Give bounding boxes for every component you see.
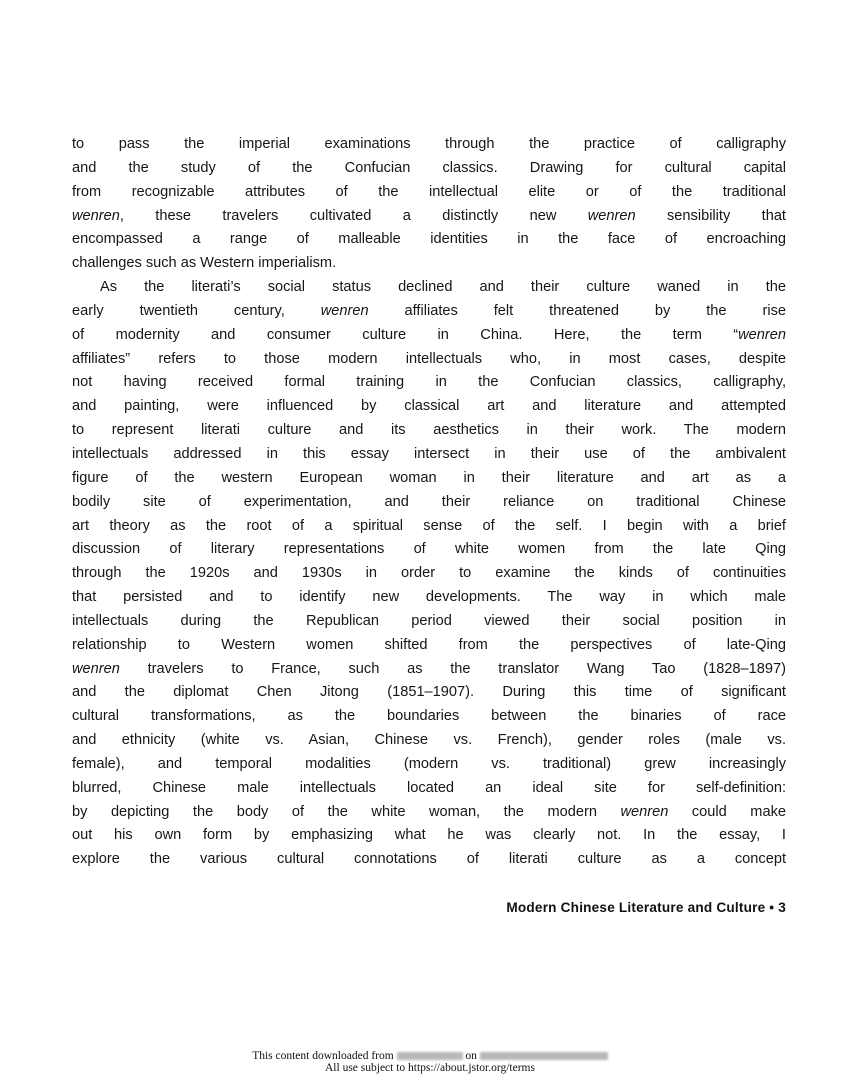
redacted-timestamp	[480, 1052, 608, 1060]
text-line: and ethnicity (white vs. Asian, Chinese vs. French), gender roles (male vs.	[72, 732, 786, 749]
download-on: on	[465, 1050, 477, 1062]
italic-term: wenren	[738, 326, 786, 343]
terms-line: All use subject to https://about.jstor.org/terms	[325, 1062, 535, 1074]
text-line: figure of the western European woman in their literature and art as a	[72, 469, 786, 486]
download-prefix: This content downloaded from	[252, 1050, 394, 1062]
text-line: affiliates” refers to those modern intellectuals who, in most cases, despite	[72, 350, 786, 367]
text-line: to pass the imperial examinations through the practice of calligraphy	[72, 136, 786, 152]
text-line: art theory as the root of a spiritual sense of the self. I begin with a brief	[72, 517, 786, 534]
italic-term: wenren	[72, 660, 120, 677]
paragraph	[72, 133, 786, 276]
text-line: through the 1920s and 1930s in order to examine the kinds of continuities	[72, 565, 786, 582]
text-line: by depicting the body of the white woman, the modern wenren could make	[72, 803, 786, 820]
italic-term: wenren	[320, 302, 369, 319]
paragraph	[72, 276, 786, 872]
text-line: that persisted and to identify new developments. The way in which male	[72, 589, 786, 606]
text-line: challenges such as Western imperialism.	[72, 255, 337, 272]
running-footer: Modern Chinese Literature and Culture • 3	[506, 900, 786, 915]
text-line: and the study of the Confucian classics. Drawing for cultural capital	[72, 159, 786, 176]
jstor-download-notice	[0, 1050, 860, 1074]
download-line	[0, 1050, 860, 1062]
text-line: out his own form by emphasizing what he was clearly not. In the essay, I	[72, 827, 786, 844]
text-line: bodily site of experimentation, and their reliance on traditional Chinese	[72, 493, 786, 510]
text-line: to represent literati culture and its aesthetics in their work. The modern	[72, 422, 786, 439]
text-line: early twentieth century, wenren affiliates felt threatened by the rise	[72, 302, 786, 319]
text-line: wenren travelers to France, such as the translator Wang Tao (1828–1897)	[72, 660, 786, 677]
italic-term: wenren	[620, 803, 669, 820]
italic-term: wenren	[587, 207, 636, 224]
text-line: of modernity and consumer culture in China. Here, the term “wenren	[72, 326, 786, 343]
redacted-ip	[397, 1052, 463, 1060]
text-line: not having received formal training in the Confucian classics, calligraphy,	[72, 374, 786, 391]
body-text	[72, 133, 786, 872]
text-line: cultural transformations, as the boundaries between the binaries of race	[72, 708, 786, 725]
text-line: intellectuals during the Republican period viewed their social position in	[72, 612, 786, 629]
text-line: and the diplomat Chen Jitong (1851–1907). During this time of significant	[72, 684, 786, 701]
text-line: and painting, were influenced by classical art and literature and attempted	[72, 398, 786, 415]
text-line: female), and temporal modalities (modern vs. traditional) grew increasingly	[72, 755, 786, 772]
text-line: blurred, Chinese male intellectuals located an ideal site for self-definition:	[72, 779, 786, 796]
text-line: intellectuals addressed in this essay intersect in their use of the ambivalent	[72, 445, 786, 462]
text-line: wenren, these travelers cultivated a distinctly new wenren sensibility that	[72, 207, 786, 224]
text-line: encompassed a range of malleable identities in the face of encroaching	[72, 231, 786, 248]
text-line: explore the various cultural connotations of literati culture as a concept	[72, 851, 786, 868]
text-line: from recognizable attributes of the intellectual elite or of the traditional	[72, 183, 786, 200]
text-line: relationship to Western women shifted from the perspectives of late-Qing	[72, 636, 786, 653]
italic-term: wenren	[72, 207, 120, 224]
text-line: As the literati’s social status declined and their culture waned in the	[100, 279, 786, 296]
text-line: discussion of literary representations of white women from the late Qing	[72, 541, 786, 558]
